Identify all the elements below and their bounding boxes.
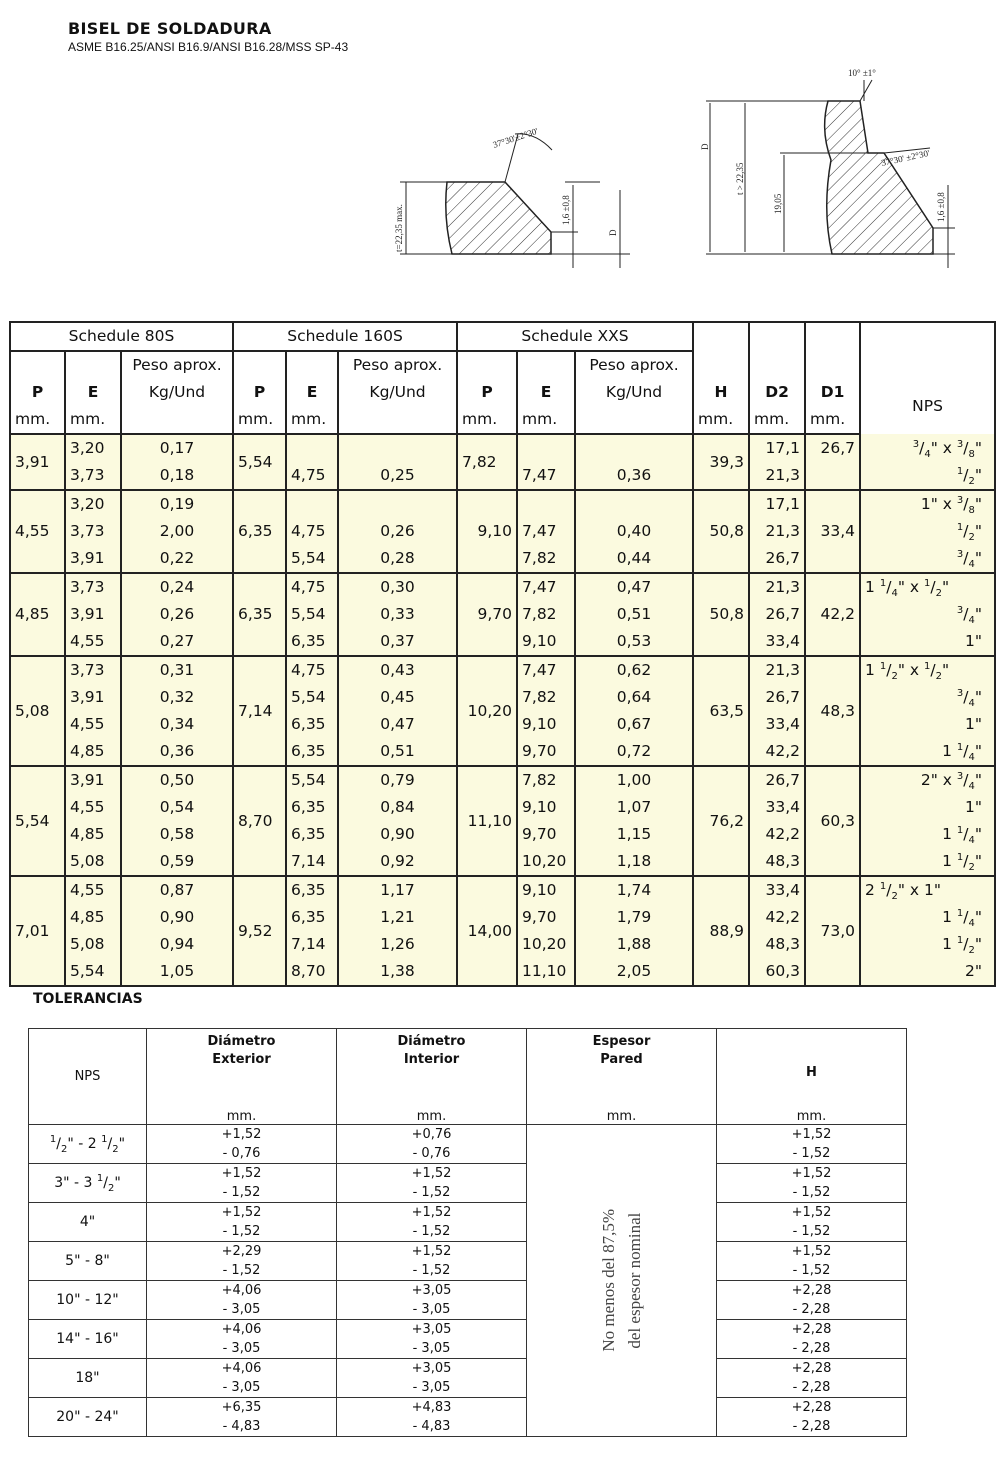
nps-cell: $^3/_4$" x $^3/_8$" bbox=[860, 434, 995, 462]
table-row: 3,91 3,20 0,17 5,54 7,82 39,3 17,1 26,7 $^3/_4$" x $^3/_8$" bbox=[10, 434, 995, 462]
bevel-diagram-left bbox=[400, 134, 630, 268]
table-row: 14" - 16" +4,06 - 3,05 +3,05 - 3,05 +2,28 - 2,28 bbox=[29, 1320, 907, 1359]
nps-cell: 1 $^1/_4$" x $^1/_2$" bbox=[860, 573, 995, 601]
peso-header-80s: Peso aprox. bbox=[121, 351, 233, 379]
col-h: H bbox=[693, 379, 749, 406]
table-row: 5,08 3,73 0,31 7,14 4,75 0,43 10,20 7,47 0,62 63,5 21,3 48,3 1 $^1/_2$" x $^1/_2$" bbox=[10, 656, 995, 684]
nps-cell: 18" bbox=[29, 1359, 147, 1398]
table-row: 3,91 0,26 5,54 0,33 7,82 0,51 26,7 $^3/_4$" bbox=[10, 601, 995, 628]
nps-cell: 1 $^1/_4$" bbox=[860, 821, 995, 848]
land-right-label: 1,6 ±0,8 bbox=[936, 192, 946, 222]
group-header-xxs: Schedule XXS bbox=[457, 322, 693, 351]
table-row: 18" +4,06 - 3,05 +3,05 - 3,05 +2,28 - 2,28 bbox=[29, 1359, 907, 1398]
col-e-160s: E bbox=[286, 379, 338, 406]
table-row: 3,73 2,00 4,75 0,26 7,47 0,40 21,3 $^1/_2$" bbox=[10, 518, 995, 545]
table-row: 4,85 3,73 0,24 6,35 4,75 0,30 9,70 7,47 0,47 50,8 21,3 42,2 1 $^1/_4$" x $^1/_2$" bbox=[10, 573, 995, 601]
table-row: 4,55 0,27 6,35 0,37 9,10 0,53 33,4 1" bbox=[10, 628, 995, 656]
col-espesor-pared: Espesor Pared bbox=[592, 1034, 651, 1067]
thickness-right-label: t > 22,35 bbox=[735, 162, 745, 195]
table-row: 3,91 0,22 5,54 0,28 7,82 0,44 26,7 $^3/_4$" bbox=[10, 545, 995, 573]
col-p-xxs: P bbox=[457, 379, 517, 406]
nps-cell: $^3/_4$" bbox=[860, 601, 995, 628]
col-p-80s: P bbox=[10, 379, 65, 406]
nps-cell: $^3/_4$" bbox=[860, 684, 995, 711]
table-row: 4" +1,52 - 1,52 +1,52 - 1,52 +1,52 - 1,52 bbox=[29, 1203, 907, 1242]
table-row: 4,85 0,36 6,35 0,51 9,70 0,72 42,2 1 $^1/_4$" bbox=[10, 738, 995, 766]
table-row: 5,54 3,91 0,50 8,70 5,54 0,79 11,10 7,82 1,00 76,2 26,7 60,3 2" x $^3/_4$" bbox=[10, 766, 995, 794]
nps-cell: $^1/_2$" bbox=[860, 462, 995, 490]
dimensions-table: Schedule 80S Schedule 160S Schedule XXS Peso aprox. Peso aprox. Peso aprox. P E Kg/Und P E Kg/Und P E Kg/Und H D2 D1 NPS mm. mm. mm. mm. mm. mm. mm. mm. mm. 3,91 3,20 0,17 5,54 7,82 39,3 17,1 26,7 $^3/_4$" x $^3/_8$" 3,73 0,18 4,75 0,25 7,47 0,36 21,3 $^1/_2$" 4,55 3,20 0,19 6,35 9,10 50,8 17,1 33,4 1" x $^3/_8$" 3,73 2,00 4,75 0,26 7,47 0,40 21,3 $^1/_2$" 3,91 0,22 5,54 0,28 7,82 0,44 26,7 $^3/_4$" 4,85 3,73 0,24 6,35 4,75 0,30 9,70 7,47 0,47 50,8 21,3 42,2 1 $^1/_4$" x $^1/_2$" 3,91 0,26 5,54 0,33 7,82 0,51 26,7 $^3/_4$" 4,55 0,27 6,35 0,37 9,10 0,53 33,4 1" 5,08 3,73 0,31 7,14 4,75 0,43 10,20 7,47 0,62 63,5 21,3 48,3 1 $^1/_2$" x $^1/_2$" 3,91 0,32 5,54 0,45 7,82 0,64 26,7 $^3/_4$" 4,55 0,34 6,35 0,47 9,10 0,67 33,4 1" 4,85 0,36 6,35 0,51 9,70 0,72 42,2 1 $^1/_4$" 5,54 3,91 0,50 8,70 5,54 0,79 11,10 7,82 1,00 76,2 26,7 60,3 2" x $^3/_4$" 4,55 0,54 6,35 0,84 9,10 1,07 33,4 1" 4,85 0,58 6,35 0,90 9,70 1,15 42,2 1 $^1/_4$" 5,08 0,59 7,14 0,92 10,20 1,18 48,3 1 $^1/_2$" 7,01 4,55 0,87 9,52 6,35 1,17 14,00 9,10 1,74 88,9 33,4 73,0 2 $^1/_2$" x 1" 4,85 0,90 6,35 1,21 9,70 1,79 42,2 1 $^1/_4$" 5,08 0,94 7,14 1,26 10,20 1,88 48,3 1 $^1/_2$" 5,54 1,05 8,70 1,38 11,10 2,05 60,3 2" bbox=[9, 321, 996, 987]
tolerances-title: TOLERANCIAS bbox=[33, 991, 143, 1007]
col-diametro-interior: Diámetro Interior bbox=[397, 1034, 466, 1067]
bevel-diagrams bbox=[0, 0, 1000, 300]
page-title: BISEL DE SOLDADURA bbox=[68, 19, 272, 38]
nps-cell: 3" - 3 $^1/_2$" bbox=[29, 1164, 147, 1203]
nps-cell: 1 $^1/_2$" bbox=[860, 931, 995, 958]
table-row: 5,08 0,59 7,14 0,92 10,20 1,18 48,3 1 $^1/_2$" bbox=[10, 848, 995, 876]
nps-cell: 2 $^1/_2$" x 1" bbox=[860, 876, 995, 904]
table-row: 7,01 4,55 0,87 9,52 6,35 1,17 14,00 9,10 1,74 88,9 33,4 73,0 2 $^1/_2$" x 1" bbox=[10, 876, 995, 904]
col-h-tol: H bbox=[806, 1065, 817, 1080]
nps-cell: 2" bbox=[860, 958, 995, 986]
table-row: 4,85 0,58 6,35 0,90 9,70 1,15 42,2 1 $^1/_4$" bbox=[10, 821, 995, 848]
nps-cell: 1 $^1/_4$" bbox=[860, 738, 995, 766]
nps-cell: 4" bbox=[29, 1203, 147, 1242]
d-right-label: D bbox=[700, 143, 710, 150]
group-header-80s: Schedule 80S bbox=[10, 322, 233, 351]
d-left-label: D bbox=[608, 229, 618, 236]
col-p-160s: P bbox=[233, 379, 286, 406]
table-row: 4,55 3,20 0,19 6,35 9,10 50,8 17,1 33,4 1" x $^3/_8$" bbox=[10, 490, 995, 518]
thickness-left-label: t=22,35 max. bbox=[394, 204, 404, 252]
angle-top-label: 10° ±1° bbox=[848, 68, 876, 78]
table-row: 4,85 0,90 6,35 1,21 9,70 1,79 42,2 1 $^1/_4$" bbox=[10, 904, 995, 931]
page-subtitle: ASME B16.25/ANSI B16.9/ANSI B16.28/MSS SP-43 bbox=[68, 40, 349, 54]
nps-cell: 20" - 24" bbox=[29, 1398, 147, 1437]
nps-cell: $^3/_4$" bbox=[860, 545, 995, 573]
angle-left-label: 37°30'±2°30' bbox=[491, 125, 540, 150]
table-row: 4,55 0,34 6,35 0,47 9,10 0,67 33,4 1" bbox=[10, 711, 995, 738]
height-right-label: 19,05 bbox=[773, 193, 783, 214]
col-nps: NPS bbox=[860, 379, 995, 434]
nps-cell: 1" bbox=[860, 711, 995, 738]
col-d2: D2 bbox=[749, 379, 805, 406]
nps-cell: 1" bbox=[860, 628, 995, 656]
table-row: 3,91 0,32 5,54 0,45 7,82 0,64 26,7 $^3/_4$" bbox=[10, 684, 995, 711]
angle-right-label: 37°30' ±2°30' bbox=[880, 147, 931, 168]
nps-cell: 1" bbox=[860, 794, 995, 821]
tolerances-table: NPS Diámetro Exterior mm. Diámetro Interior mm. Espesor Pared mm. H mm. $^1/_2$" - 2 $^1/_2$" +1,52 - 0,76 +0,76 - 0,76 No menos del 87,5% del espesor nominal +1,52 - 1,52 3" - 3 $^1/_2$" +1,52 - 1,52 +1,52 - 1,52 +1,52 - 1,52 4" +1,52 - 1,52 +1,52 - 1,52 +1,52 - 1,52 5" - 8" +2,29 - 1,52 +1,52 - 1,52 +1,52 - 1,52 10" - 12" +4,06 - 3,05 +3,05 - 3,05 +2,28 - 2,28 14" - 16" +4,06 - 3,05 +3,05 - 3,05 +2,28 - 2,28 18" +4,06 - 3,05 +3,05 - 3,05 +2,28 - 2,28 20" - 24" +6,35 - 4,83 +4,83 - 4,83 +2,28 - 2,28 bbox=[28, 1028, 907, 1437]
land-left-label: 1,6 ±0,8 bbox=[561, 195, 571, 225]
nps-cell: 5" - 8" bbox=[29, 1242, 147, 1281]
table-row: 3,73 0,18 4,75 0,25 7,47 0,36 21,3 $^1/_2$" bbox=[10, 462, 995, 490]
nps-cell: 2" x $^3/_4$" bbox=[860, 766, 995, 794]
wall-thickness-note: No menos del 87,5% del espesor nominal bbox=[527, 1125, 717, 1437]
nps-cell: 10" - 12" bbox=[29, 1281, 147, 1320]
col-d1: D1 bbox=[805, 379, 860, 406]
peso-header-160s: Peso aprox. bbox=[338, 351, 457, 379]
nps-cell: $^1/_2$" - 2 $^1/_2$" bbox=[29, 1125, 147, 1164]
table-row: 5,54 1,05 8,70 1,38 11,10 2,05 60,3 2" bbox=[10, 958, 995, 986]
col-diametro-exterior: Diámetro Exterior bbox=[207, 1034, 276, 1067]
nps-cell: 1 $^1/_2$" bbox=[860, 848, 995, 876]
col-e-xxs: E bbox=[517, 379, 575, 406]
nps-cell: 1 $^1/_2$" x $^1/_2$" bbox=[860, 656, 995, 684]
nps-cell: 14" - 16" bbox=[29, 1320, 147, 1359]
nps-cell: $^1/_2$" bbox=[860, 518, 995, 545]
table-row: $^1/_2$" - 2 $^1/_2$" +1,52 - 0,76 +0,76 - 0,76 No menos del 87,5% del espesor nominal +1,52 - 1,52 bbox=[29, 1125, 907, 1164]
peso-header-xxs: Peso aprox. bbox=[575, 351, 693, 379]
table-row: 4,55 0,54 6,35 0,84 9,10 1,07 33,4 1" bbox=[10, 794, 995, 821]
col-e-80s: E bbox=[65, 379, 121, 406]
nps-cell: 1" x $^3/_8$" bbox=[860, 490, 995, 518]
table-row: 5,08 0,94 7,14 1,26 10,20 1,88 48,3 1 $^1/_2$" bbox=[10, 931, 995, 958]
table-row: 20" - 24" +6,35 - 4,83 +4,83 - 4,83 +2,28 - 2,28 bbox=[29, 1398, 907, 1437]
group-header-160s: Schedule 160S bbox=[233, 322, 457, 351]
table-row: 5" - 8" +2,29 - 1,52 +1,52 - 1,52 +1,52 - 1,52 bbox=[29, 1242, 907, 1281]
nps-cell: 1 $^1/_4$" bbox=[860, 904, 995, 931]
table-row: 3" - 3 $^1/_2$" +1,52 - 1,52 +1,52 - 1,52 +1,52 - 1,52 bbox=[29, 1164, 907, 1203]
table-row: 10" - 12" +4,06 - 3,05 +3,05 - 3,05 +2,28 - 2,28 bbox=[29, 1281, 907, 1320]
col-nps-tol: NPS bbox=[74, 1069, 101, 1084]
